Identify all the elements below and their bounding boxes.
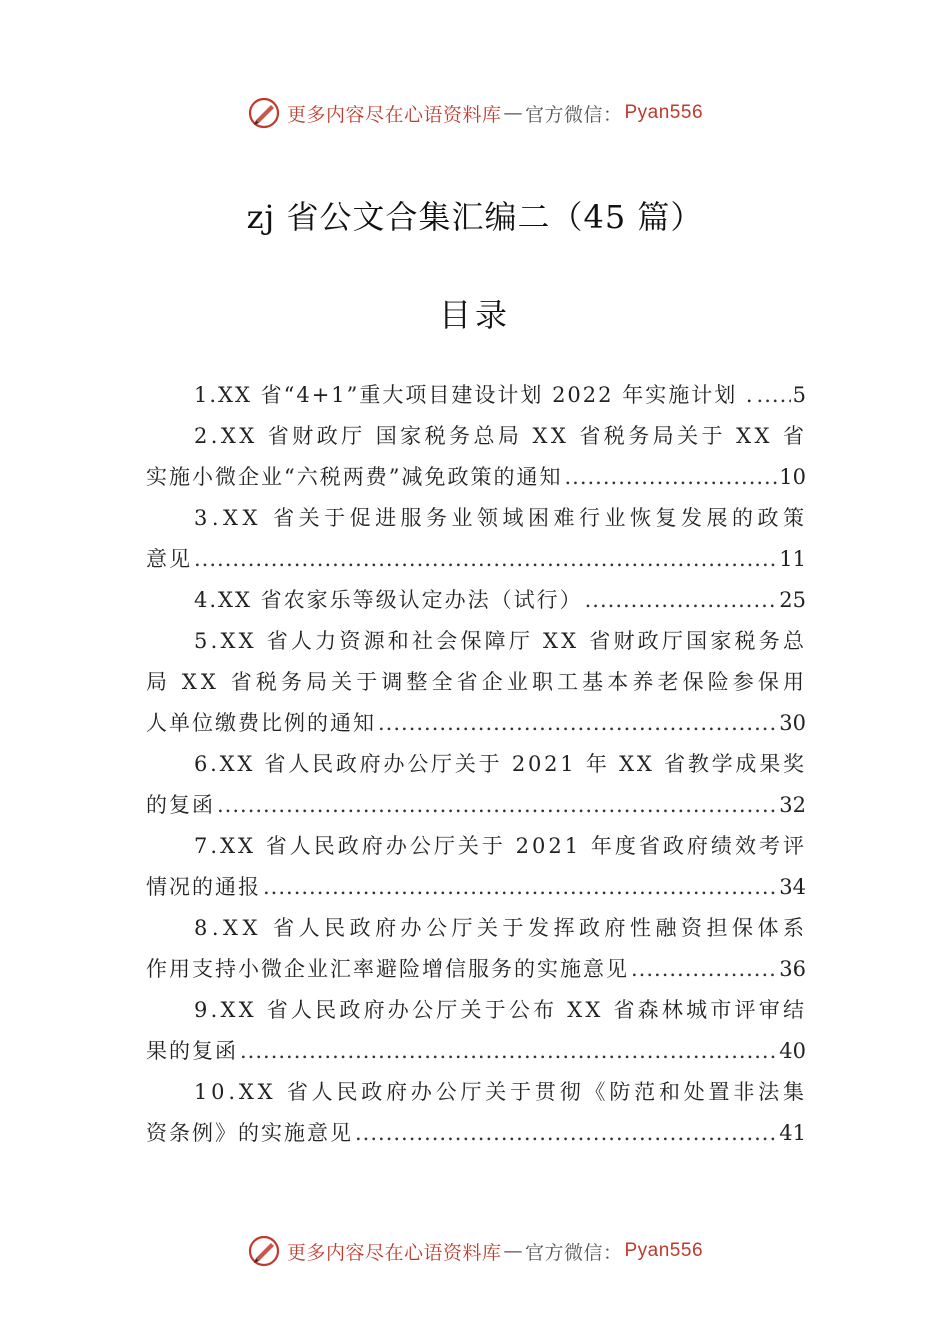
toc-entry-text: 资条例》的实施意见 <box>146 1121 353 1145</box>
watermark-wechat-id: Pyan556 <box>624 102 704 123</box>
toc-line <box>146 1072 806 1113</box>
dot-leader <box>240 1031 777 1072</box>
toc-entry-text: 6.XX 省人民政府办公厅关于 2021 年 XX 省教学成果奖 <box>194 752 807 776</box>
toc-page-number: 10 <box>779 465 806 489</box>
toc-line <box>146 498 809 539</box>
toc-line <box>146 785 806 826</box>
toc-entry-text: 作用支持小微企业汇率避险增信服务的实施意见 <box>146 957 629 981</box>
dot-leader <box>263 867 777 908</box>
dot-leader <box>585 580 778 621</box>
toc-line <box>146 662 809 703</box>
watermark-label: 官方微信： <box>524 1241 623 1264</box>
toc-entry[interactable] <box>146 375 806 416</box>
toc-line <box>146 867 806 908</box>
toc-line <box>146 375 806 416</box>
document-title: zj 省公文合集汇编二（45 篇） <box>246 198 704 236</box>
toc-entry-text: 1.XX 省“4+1”重大项目建设计划 2022 年实施计划 . <box>194 383 755 407</box>
toc-page-number: 25 <box>779 588 806 612</box>
toc-entry-text: 9.XX 省人民政府办公厅关于公布 XX 省森林城市评审结 <box>194 998 808 1022</box>
pen-logo-icon <box>247 96 281 130</box>
watermark-text: 更多内容尽在心语资料库 <box>286 1241 502 1264</box>
toc-line <box>146 1031 806 1072</box>
toc-entry-text: 2.XX 省财政厅 国家税务总局 XX 省税务局关于 XX 省 <box>194 424 808 448</box>
toc-entry[interactable] <box>146 580 806 621</box>
toc-page-number: 41 <box>779 1121 806 1145</box>
toc-line <box>146 949 806 990</box>
toc-entry[interactable] <box>146 498 809 580</box>
watermark-separator: — <box>503 1240 523 1262</box>
toc-entry-text: 意见 <box>146 547 192 571</box>
toc-page-number: 40 <box>779 1039 806 1063</box>
toc-entry[interactable] <box>146 744 806 826</box>
toc-entry-text: 3.XX 省关于促进服务业领域困难行业恢复发展的政策 <box>194 506 809 530</box>
dot-leader <box>217 785 777 826</box>
toc-entry[interactable] <box>146 826 806 908</box>
dot-leader <box>378 703 777 744</box>
toc-line <box>146 990 806 1031</box>
toc-entry-text: 7.XX 省人民政府办公厅关于 2021 年度省政府绩效考评 <box>194 834 808 858</box>
toc-entry[interactable] <box>146 908 809 990</box>
toc-entry[interactable] <box>146 990 806 1072</box>
watermark-wechat-id: Pyan556 <box>624 1240 704 1261</box>
toc-entry-text: 果的复函 <box>146 1039 238 1063</box>
toc-line <box>146 539 806 580</box>
toc-entry-text: 局 XX 省税务局关于调整全省企业职工基本养老保险参保用 <box>146 670 809 694</box>
toc-line <box>146 1113 806 1154</box>
toc-page-number: 32 <box>779 793 806 817</box>
toc-line <box>146 457 806 498</box>
watermark-separator: — <box>503 102 523 124</box>
toc-entry[interactable] <box>146 416 806 498</box>
pen-logo-icon <box>247 1234 281 1268</box>
toc-entry[interactable] <box>146 1072 806 1154</box>
toc-entry-text: 实施小微企业“六税两费”减免政策的通知 <box>146 465 563 489</box>
toc-line <box>146 621 806 662</box>
dot-leader <box>564 457 777 498</box>
table-of-contents <box>146 375 809 1154</box>
toc-page-number: 11 <box>779 547 806 571</box>
toc-entry-text: 的复函 <box>146 793 215 817</box>
toc-line <box>146 416 806 457</box>
toc-entry-text: 8.XX 省人民政府办公厅关于发挥政府性融资担保体系 <box>194 916 809 940</box>
toc-page-number: 30 <box>779 711 806 735</box>
footer-watermark <box>0 1234 950 1268</box>
toc-line <box>146 908 809 949</box>
watermark-text: 更多内容尽在心语资料库 <box>286 103 502 126</box>
toc-entry-text: 人单位缴费比例的通知 <box>146 711 376 735</box>
toc-heading: 目录 <box>438 296 511 334</box>
toc-line <box>146 703 806 744</box>
dot-leader <box>631 949 777 990</box>
toc-page-number: 5 <box>792 383 806 407</box>
dot-leader <box>757 375 791 416</box>
toc-line <box>146 744 806 785</box>
toc-entry-text: 10.XX 省人民政府办公厅关于贯彻《防范和处置非法集 <box>194 1080 808 1104</box>
toc-entry-text: 5.XX 省人力资源和社会保障厅 XX 省财政厅国家税务总 <box>194 629 808 653</box>
header-watermark <box>0 96 950 130</box>
toc-line <box>146 826 806 867</box>
toc-page-number: 36 <box>779 957 806 981</box>
toc-line <box>146 580 806 621</box>
toc-entry[interactable] <box>146 621 809 744</box>
dot-leader <box>355 1113 777 1154</box>
toc-entry-text: 4.XX 省农家乐等级认定办法（试行） <box>194 588 583 612</box>
dot-leader <box>194 539 777 580</box>
watermark-label: 官方微信： <box>524 103 623 126</box>
toc-page-number: 34 <box>779 875 806 899</box>
toc-entry-text: 情况的通报 <box>146 875 261 899</box>
